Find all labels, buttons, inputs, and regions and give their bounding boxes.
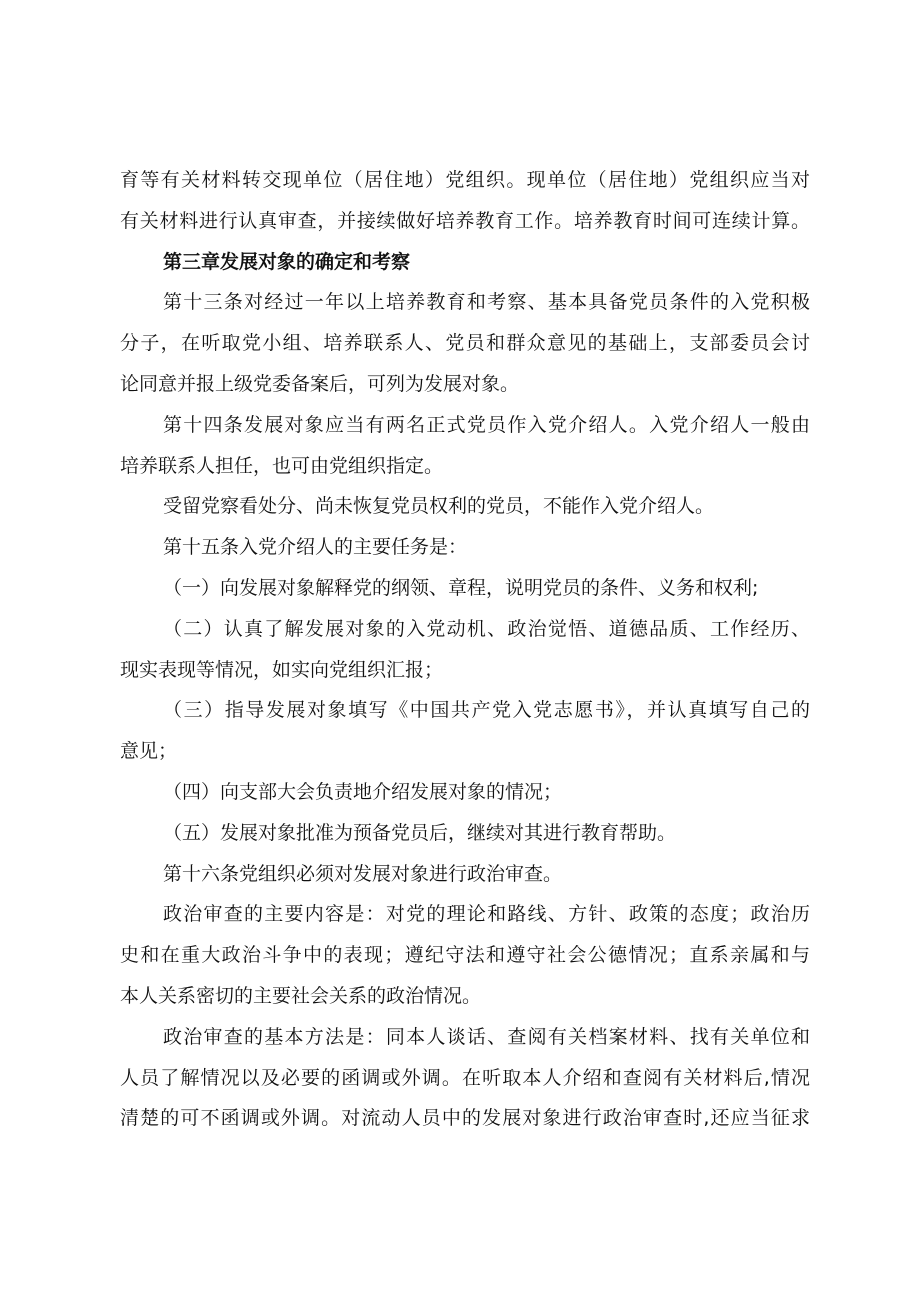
text-line: 论同意并报上级党委备案后，可列为发展对象。 <box>120 372 520 395</box>
text-line: 培养联系人担任，也可由党组织指定。 <box>120 454 444 477</box>
paragraph-line: 受留党察看处分、尚未恢复党员权利的党员，不能作入党介绍人。 <box>163 495 715 518</box>
text-line: 分子，在听取党小组、培养联系人、党员和群众意见的基础上，支部委员会讨 <box>120 332 810 355</box>
list-item: （二）认真了解发展对象的入党动机、政治觉悟、道德品质、工作经历、 <box>163 617 810 640</box>
text-line: 意见； <box>120 740 178 763</box>
text-line: 清楚的可不函调或外调。对流动人员中的发展对象进行政治审查时,还应当征求 <box>120 1107 810 1130</box>
text-line: 人员了解情况以及必要的函调或外调。在听取本人介绍和查阅有关材料后,情况 <box>120 1066 810 1089</box>
article-13-line: 第十三条对经过一年以上培养教育和考察、基本具备党员条件的入党积极 <box>163 291 810 314</box>
text-line: 本人关系密切的主要社会关系的政治情况。 <box>120 984 482 1007</box>
list-item: （五）发展对象批准为预备党员后，继续对其进行教育帮助。 <box>163 821 677 844</box>
paragraph-line: 政治审查的主要内容是：对党的理论和路线、方针、政策的态度；政治历 <box>163 903 810 926</box>
text-line: 育等有关材料转交现单位（居住地）党组织。现单位（居住地）党组织应当对 <box>120 169 810 191</box>
article-15-line: 第十五条入党介绍人的主要任务是： <box>163 536 468 559</box>
text-line: 史和在重大政治斗争中的表现；遵纪守法和遵守社会公德情况；直系亲属和与 <box>120 944 810 967</box>
article-14-line: 第十四条发展对象应当有两名正式党员作入党介绍人。入党介绍人一般由 <box>163 413 810 436</box>
chapter-heading: 第三章发展对象的确定和考察 <box>163 250 411 273</box>
text-line: 有关材料进行认真审查，并接续做好培养教育工作。培养教育时间可连续计算。 <box>120 209 810 232</box>
document-body <box>120 160 810 1139</box>
list-item: （四）向支部大会负责地介绍发展对象的情况； <box>163 780 563 803</box>
list-item: （一）向发展对象解释党的纲领、章程，说明党员的条件、义务和权利; <box>163 576 759 599</box>
text-line: 现实表现等情况，如实向党组织汇报； <box>120 658 444 681</box>
list-item: （三）指导发展对象填写《中国共产党入党志愿书》，并认真填写自己的 <box>163 699 810 722</box>
article-16-line: 第十六条党组织必须对发展对象进行政治审查。 <box>163 862 563 885</box>
paragraph-line: 政治审查的基本方法是：同本人谈话、查阅有关档案材料、找有关单位和 <box>163 1025 810 1048</box>
